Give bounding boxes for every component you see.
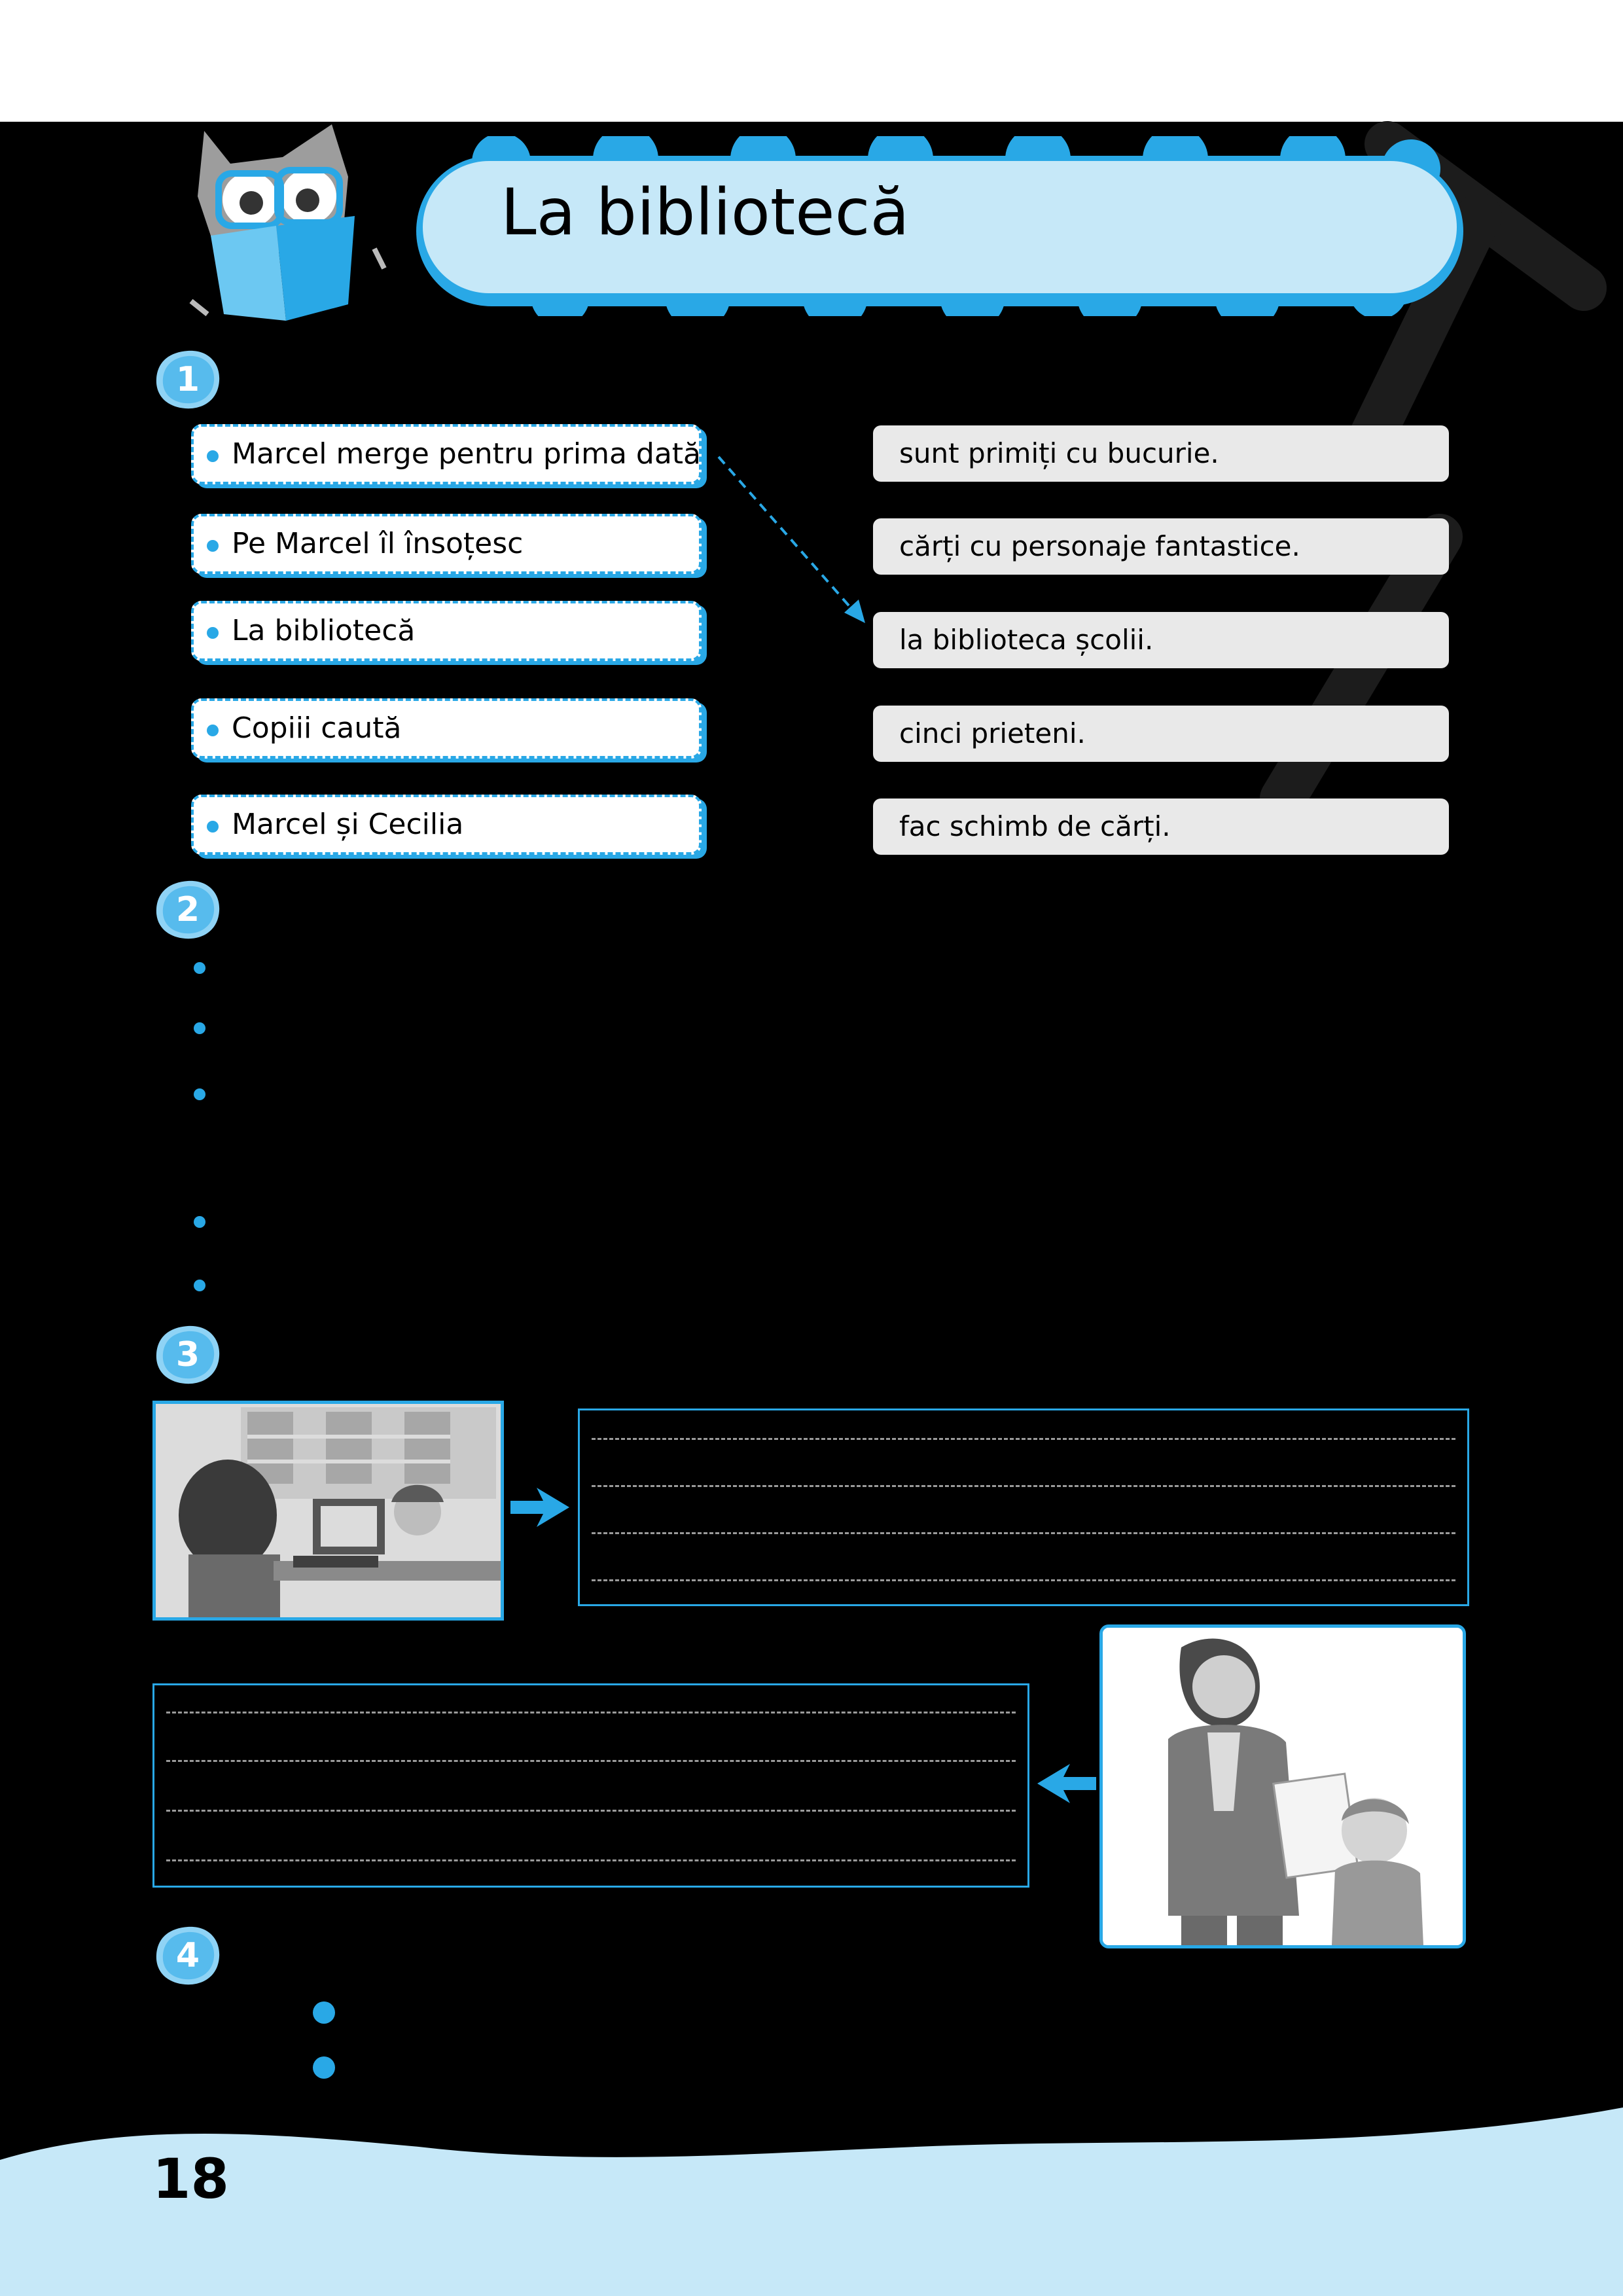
writing-area-2[interactable] bbox=[152, 1683, 1029, 1888]
bullet bbox=[194, 962, 205, 974]
bullet bbox=[207, 540, 219, 552]
answer-text: sunt primiți cu bucurie. bbox=[899, 437, 1219, 469]
statement-text: Pe Marcel îl însoțesc bbox=[232, 527, 524, 560]
answer-text: la biblioteca școlii. bbox=[899, 624, 1154, 656]
bullet bbox=[207, 627, 219, 639]
statement-text: La bibliotecă bbox=[232, 614, 416, 647]
bullet bbox=[194, 1022, 205, 1034]
bullet bbox=[207, 821, 219, 833]
section-number: 4 bbox=[175, 1936, 200, 1975]
statement-box-5[interactable] bbox=[191, 795, 702, 855]
section-badge-2 bbox=[152, 877, 223, 942]
writing-line bbox=[592, 1438, 1455, 1440]
statement-box-3[interactable] bbox=[191, 601, 702, 661]
bullet bbox=[207, 725, 219, 736]
section-badge-1 bbox=[152, 347, 223, 412]
arrow-right-icon bbox=[507, 1484, 573, 1530]
writing-line bbox=[592, 1532, 1455, 1534]
page-number: 18 bbox=[152, 2147, 229, 2211]
writing-line bbox=[592, 1579, 1455, 1581]
answer-text: cărți cu personaje fantastice. bbox=[899, 530, 1300, 562]
section-number: 3 bbox=[175, 1335, 200, 1374]
statement-text: Marcel merge pentru prima dată bbox=[232, 437, 702, 471]
writing-line bbox=[592, 1485, 1455, 1487]
owl-reading-icon bbox=[178, 118, 394, 334]
bullet bbox=[313, 2001, 335, 2024]
answer-box-3[interactable] bbox=[873, 612, 1449, 668]
statement-box-4[interactable] bbox=[191, 698, 702, 759]
bullet bbox=[194, 1280, 205, 1291]
statement-box-1[interactable] bbox=[191, 424, 702, 484]
writing-line bbox=[166, 1712, 1016, 1713]
match-arrow-icon bbox=[713, 452, 870, 628]
answer-box-5[interactable] bbox=[873, 798, 1449, 855]
answer-box-2[interactable] bbox=[873, 518, 1449, 575]
answer-box-4[interactable] bbox=[873, 706, 1449, 762]
answer-text: cinci prieteni. bbox=[899, 717, 1086, 749]
section-badge-3 bbox=[152, 1322, 223, 1388]
section-number: 1 bbox=[175, 360, 200, 399]
writing-area-1[interactable] bbox=[578, 1408, 1469, 1606]
section-badge-4 bbox=[152, 1923, 223, 1988]
arrow-left-icon bbox=[1034, 1761, 1099, 1806]
writing-line bbox=[166, 1760, 1016, 1762]
bullet bbox=[194, 1216, 205, 1228]
bullet bbox=[207, 450, 219, 462]
statement-text: Copiii caută bbox=[232, 711, 402, 745]
answer-text: fac schimb de cărți. bbox=[899, 810, 1171, 842]
library-illustration bbox=[152, 1401, 504, 1621]
footer-wave bbox=[0, 2108, 1623, 2296]
writing-line bbox=[166, 1810, 1016, 1812]
section-number: 2 bbox=[175, 890, 200, 929]
teacher-student-illustration bbox=[1099, 1624, 1466, 1948]
bullet bbox=[313, 2056, 335, 2079]
writing-line bbox=[166, 1859, 1016, 1861]
answer-box-1[interactable] bbox=[873, 425, 1449, 482]
statement-text: Marcel și Cecilia bbox=[232, 808, 464, 841]
bullet bbox=[194, 1088, 205, 1100]
page-title: La bibliotecă bbox=[501, 175, 910, 250]
statement-box-2[interactable] bbox=[191, 514, 702, 574]
